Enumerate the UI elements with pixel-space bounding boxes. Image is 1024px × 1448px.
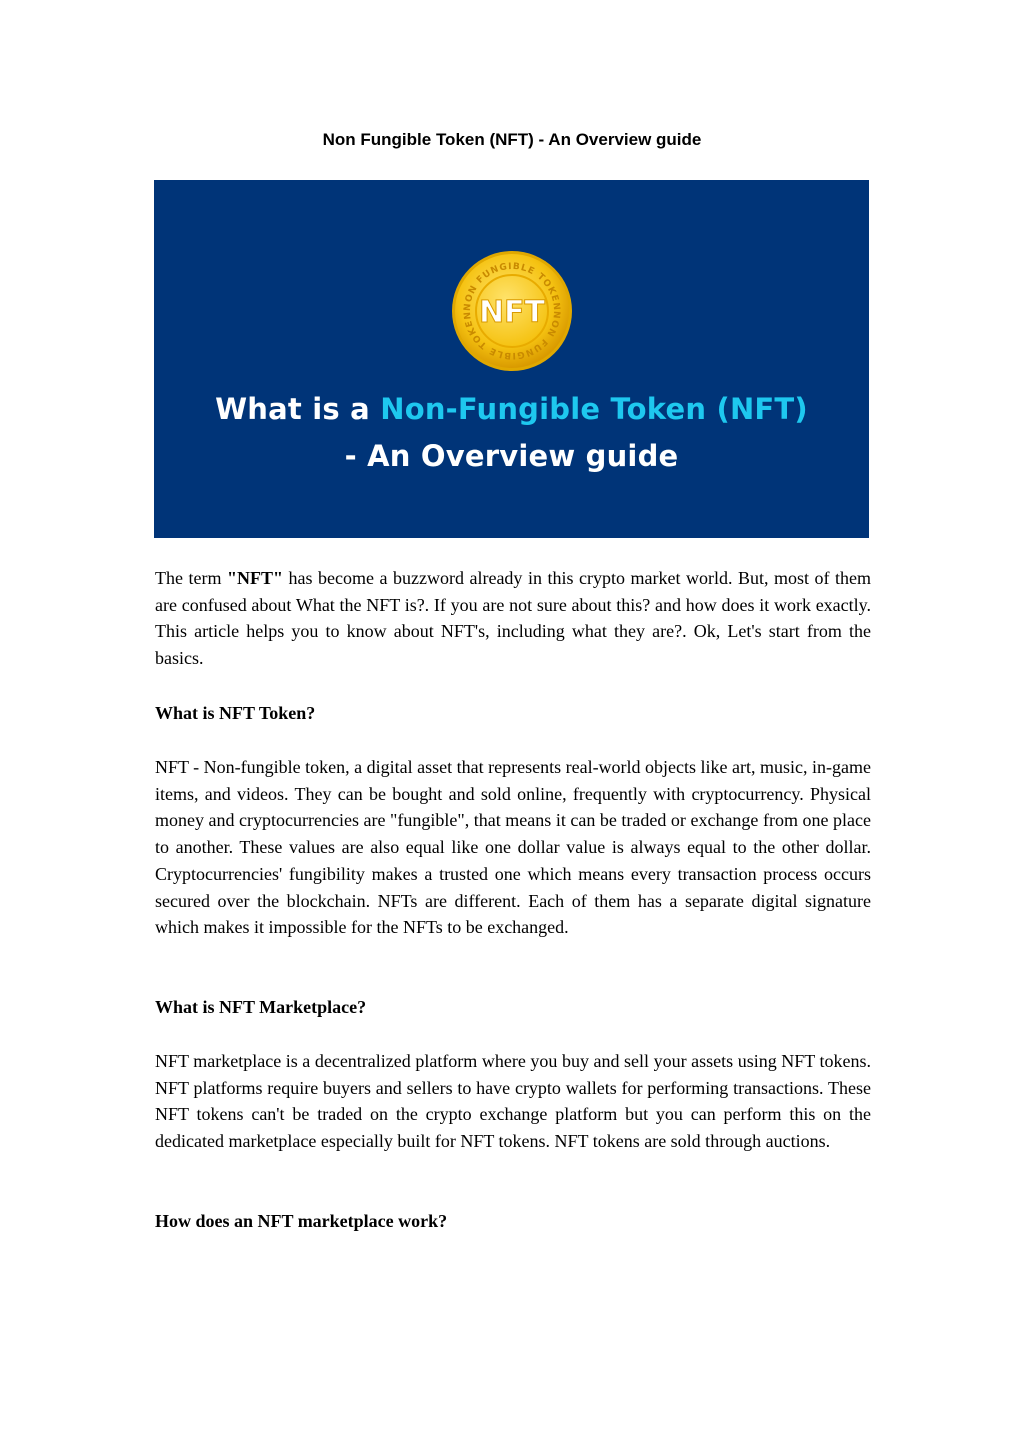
section-body: NFT - Non-fungible token, a digital asset that represents real-world objects like art, music, in-game items, and videos. They can be bought and sold online, frequently with cryptocurrency. Physical money and cryptocurrencies are "fungible", that means it can be traded or exchange from one place to another. These values are also equal like one dollar value is always equal to the other dollar. Cryptocurrencies' fungibility makes a trusted one which means every transaction process occurs secured over the blockchain. NFTs are different. Each of them has a separate digital signature which makes it impossible for the NFTs to be exchanged. (155, 757, 871, 938)
section-heading: What is NFT Token? (155, 703, 316, 723)
banner-headline-line1 (154, 391, 869, 427)
section-body: NFT marketplace is a decentralized platform where you buy and sell your assets using NFT tokens. NFT platforms require buyers and sellers to have crypto wallets for performing transactions. These NFT tokens can't be traded on the crypto exchange platform but you can perform this on the dedicated marketplace especially built for NFT tokens. NFT tokens are sold through auctions. (155, 1051, 871, 1152)
banner-headline-highlight: Non-Fungible Token (NFT) (380, 392, 808, 426)
nft-coin-icon (450, 249, 574, 373)
document-title: Non Fungible Token (NFT) - An Overview guide (322, 130, 702, 149)
section-heading: What is NFT Marketplace? (155, 997, 367, 1017)
coin-center-text: NFT (478, 295, 546, 330)
banner-headline-prefix: What is a (215, 392, 381, 426)
coin-top-text: NON FUNGIBLE TOKEN (462, 261, 562, 312)
banner-image (154, 180, 869, 538)
intro-prefix: The term (155, 568, 227, 588)
intro-paragraph (155, 565, 871, 672)
intro-bold-term: "NFT" (227, 568, 283, 588)
section-heading: How does an NFT marketplace work? (155, 1211, 448, 1231)
intro-rest: has become a buzzword already in this crypto market world. But, most of them are confused about What the NFT is?. If you are not sure about this? and how does it work exactly. This article helps you to know about NFT's, including what they are?. Ok, Let's start from the basics. (155, 568, 871, 669)
banner-headline-line2: - An Overview guide (344, 439, 679, 473)
coin-bottom-text: NON FUNGIBLE TOKEN (462, 310, 562, 361)
